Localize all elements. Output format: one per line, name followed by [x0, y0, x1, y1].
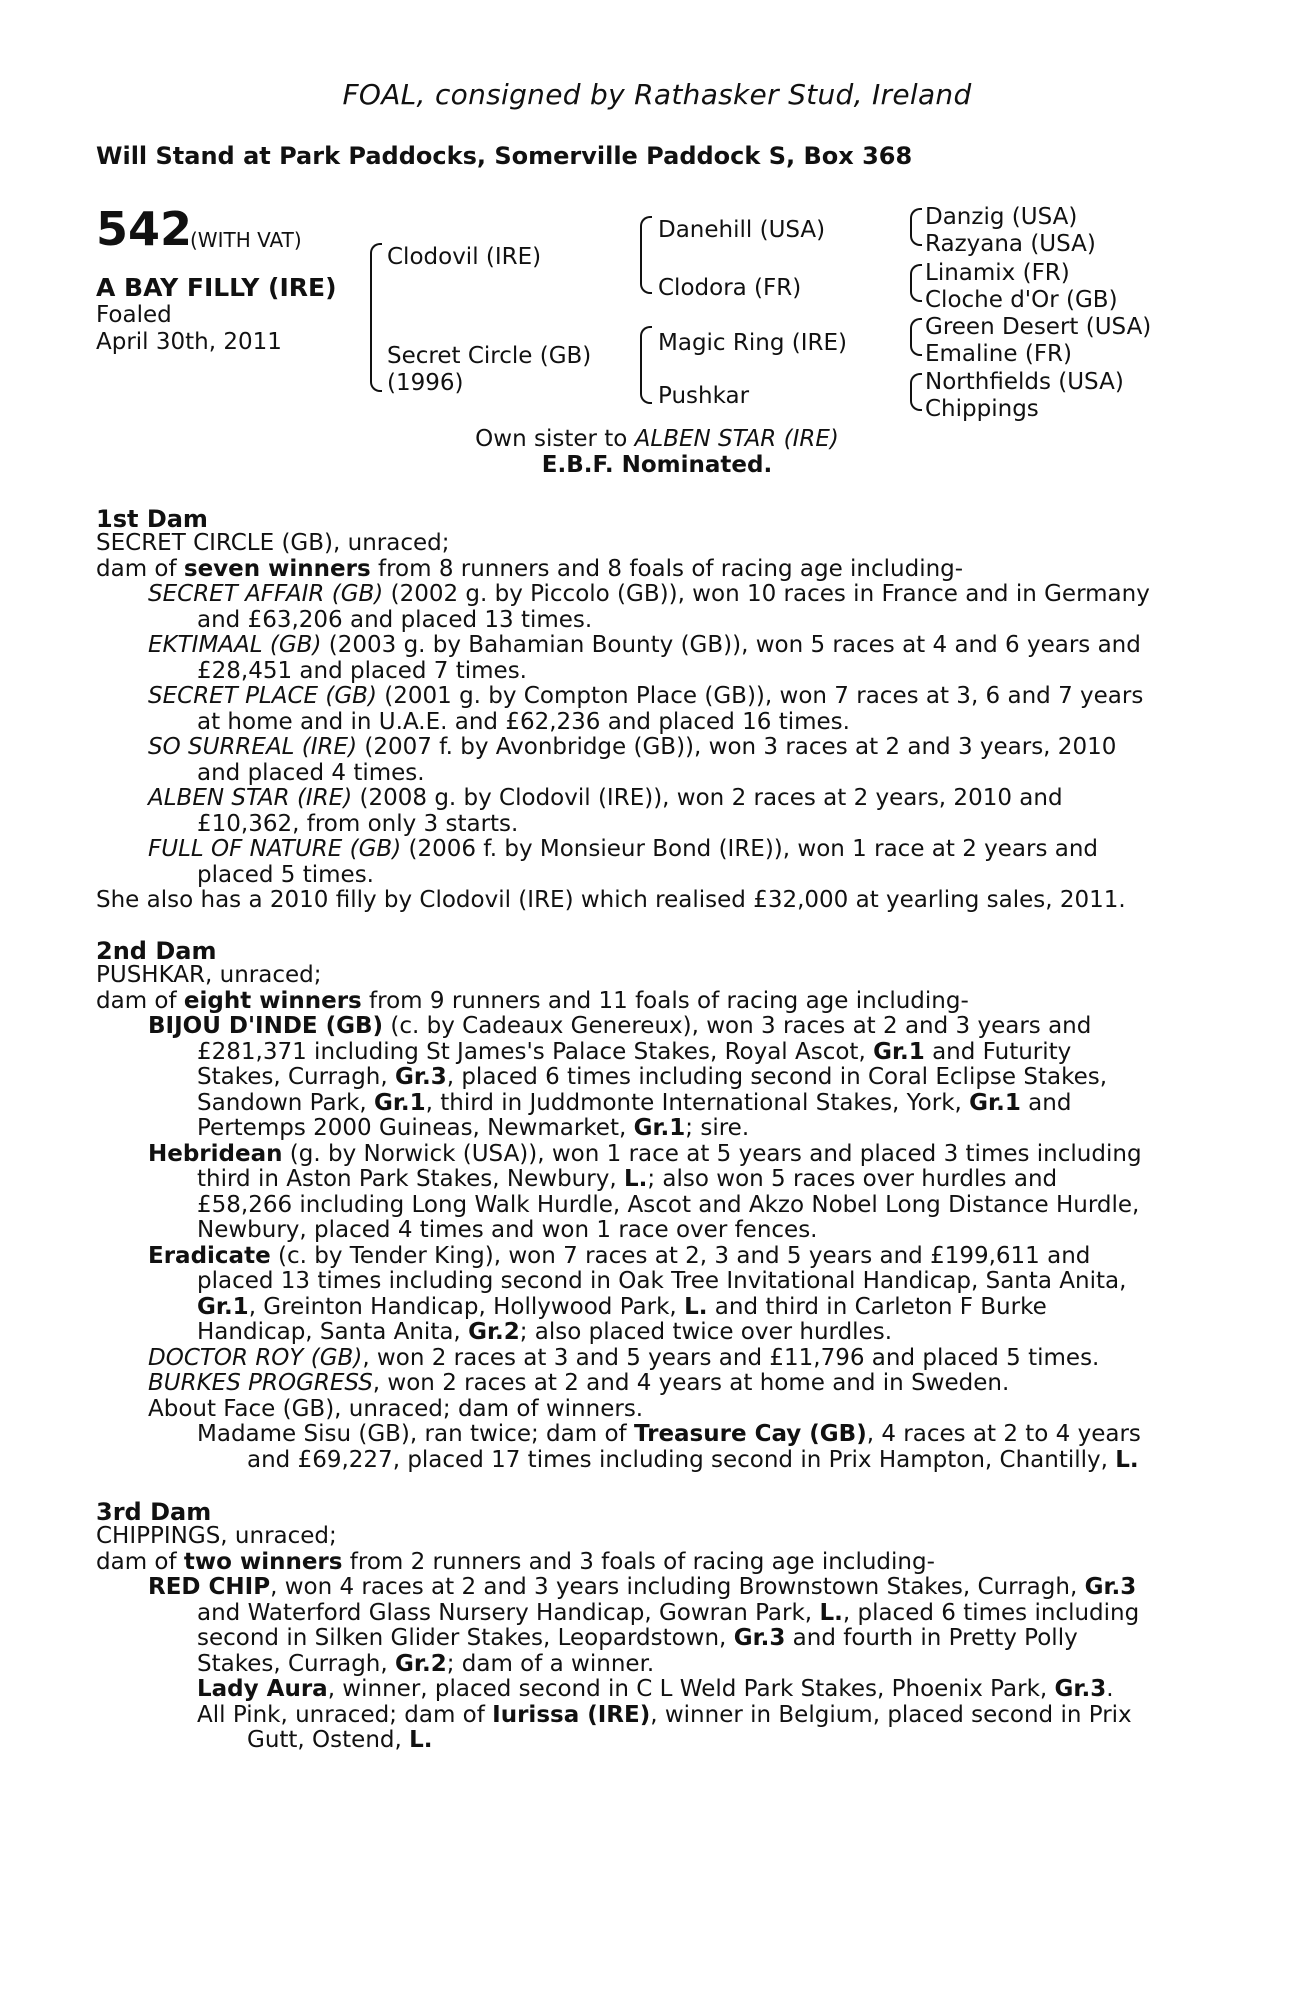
pedigree-g7: Northfields (USA) — [925, 369, 1124, 395]
produce-entry-cont: £58,266 including Long Walk Hurdle, Ascot and Akzo Nobel Long Distance Hurdle, — [197, 1191, 1140, 1218]
pedigree-dam-dam: Pushkar — [658, 383, 750, 409]
pedigree-sire-sire: Danehill (USA) — [658, 217, 826, 243]
grand-produce-cont: and £69,227, placed 17 times including second in Prix Hampton, Chantilly, L. — [247, 1446, 1139, 1473]
lot-number: 542 — [96, 202, 193, 256]
pedigree-brace-g2 — [910, 264, 922, 302]
produce-entry-cont: £10,362, from only 3 starts. — [197, 810, 519, 837]
horse-name: A BAY FILLY (IRE) — [96, 273, 337, 302]
pedigree-g1: Danzig (USA) — [925, 204, 1078, 230]
sister-note: Own sister to ALBEN STAR (IRE) — [475, 426, 839, 452]
grand-produce-cont: Gutt, Ostend, L. — [247, 1727, 433, 1753]
produce-entry-cont: Pertemps 2000 Guineas, Newmarket, Gr.1; sire. — [197, 1115, 750, 1141]
second-dam-produce: dam of eight winners from 9 runners and 11 foals of racing age including- — [96, 987, 969, 1014]
produce-entry-cont: Handicap, Santa Anita, Gr.2; also placed twice over hurdles. — [197, 1319, 893, 1345]
produce-entry: BURKES PROGRESS, won 2 races at 2 and 4 years at home and in Sweden. — [148, 1370, 1010, 1396]
pedigree-brace-sire — [640, 216, 652, 294]
produce-entry: EKTIMAAL (GB) (2003 g. by Bahamian Bounty (GB)), won 5 races at 4 and 6 years and — [148, 632, 1141, 658]
produce-entry: About Face (GB), unraced; dam of winners. — [148, 1395, 644, 1422]
third-dam-produce: dam of two winners from 2 runners and 3 foals of racing age including- — [96, 1548, 935, 1575]
foaled-date: April 30th, 2011 — [96, 329, 282, 355]
third-dam-heading: 3rd Dam — [96, 1498, 212, 1526]
pedigree-brace-g1 — [910, 208, 922, 246]
produce-entry-cont: and placed 4 times. — [197, 759, 425, 786]
pedigree-sire-dam: Clodora (FR) — [658, 275, 802, 301]
consignment-title: FOAL, consigned by Rathasker Stud, Ireland — [342, 78, 972, 111]
grand-produce-entry: Lady Aura, winner, placed second in C L Weld Park Stakes, Phoenix Park, Gr.3. — [197, 1676, 1114, 1702]
grand-produce-entry: Madame Sisu (GB), ran twice; dam of Treasure Cay (GB), 4 races at 2 to 4 years — [197, 1421, 1141, 1447]
pedigree-g3: Linamix (FR) — [925, 260, 1070, 286]
pedigree-brace-g3 — [910, 318, 922, 356]
produce-entry-cont: placed 13 times including second in Oak Tree Invitational Handicap, Santa Anita, — [197, 1268, 1127, 1294]
ebf-nominated: E.B.F. Nominated. — [541, 452, 773, 478]
produce-entry-cont: Gr.1, Greinton Handicap, Hollywood Park, L. and third in Carleton F Burke — [197, 1293, 1047, 1320]
produce-entry: RED CHIP, won 4 races at 2 and 3 years including Brownstown Stakes, Curragh, Gr.3 — [148, 1574, 1137, 1600]
first-dam-heading: 1st Dam — [96, 505, 208, 533]
second-dam-name: PUSHKAR, unraced; — [96, 962, 322, 988]
produce-entry-cont: placed 5 times. — [197, 861, 374, 888]
foaled-label: Foaled — [96, 302, 172, 328]
pedigree-g4: Cloche d'Or (GB) — [925, 287, 1118, 313]
produce-entry-cont: and Waterford Glass Nursery Handicap, Gowran Park, L., placed 6 times including — [197, 1599, 1140, 1626]
first-dam-produce: dam of seven winners from 8 runners and 8 foals of racing age including- — [96, 555, 964, 582]
pedigree-brace-dam — [640, 326, 652, 404]
first-dam-also: She also has a 2010 filly by Clodovil (IRE) which realised £32,000 at yearling sales, 2011. — [96, 887, 1126, 913]
produce-entry: BIJOU D'INDE (GB) (c. by Cadeaux Genereux), won 3 races at 2 and 3 years and — [148, 1013, 1092, 1039]
produce-entry-cont: Stakes, Curragh, Gr.2; dam of a winner. — [197, 1650, 655, 1677]
pedigree-dam: Secret Circle (GB) — [387, 343, 592, 369]
produce-entry: Eradicate (c. by Tender King), won 7 races at 2, 3 and 5 years and £199,611 and — [148, 1242, 1091, 1269]
produce-entry-cont: £28,451 and placed 7 times. — [197, 657, 527, 684]
pedigree-g5: Green Desert (USA) — [925, 314, 1152, 340]
produce-entry: ALBEN STAR (IRE) (2008 g. by Clodovil (IRE)), won 2 races at 2 years, 2010 and — [148, 785, 1063, 811]
vat-label: (WITH VAT) — [190, 228, 302, 252]
produce-entry-cont: at home and in U.A.E. and £62,236 and placed 16 times. — [197, 708, 850, 735]
grand-produce-entry: All Pink, unraced; dam of Iurissa (IRE), winner in Belgium, placed second in Prix — [197, 1701, 1132, 1728]
pedigree-g8: Chippings — [925, 396, 1039, 422]
pedigree-sire: Clodovil (IRE) — [387, 244, 542, 270]
produce-entry-cont: second in Silken Glider Stakes, Leopardstown, Gr.3 and fourth in Pretty Polly — [197, 1625, 1078, 1651]
produce-entry-cont: £281,371 including St James's Palace Stakes, Royal Ascot, Gr.1 and Futurity — [197, 1038, 1072, 1065]
second-dam-block — [96, 963, 1200, 1473]
produce-entry-cont: Newbury, placed 4 times and won 1 race over fences. — [197, 1217, 818, 1243]
produce-entry: FULL OF NATURE (GB) (2006 f. by Monsieur Bond (IRE)), won 1 race at 2 years and — [148, 836, 1099, 862]
produce-entry: SECRET AFFAIR (GB) (2002 g. by Piccolo (GB)), won 10 races in France and in Germany — [148, 581, 1150, 607]
pedigree-g2: Razyana (USA) — [925, 231, 1096, 257]
third-dam-name: CHIPPINGS, unraced; — [96, 1523, 337, 1549]
produce-entry: Hebridean (g. by Norwick (USA)), won 1 race at 5 years and placed 3 times including — [148, 1140, 1142, 1167]
produce-entry-cont: Stakes, Curragh, Gr.3, placed 6 times including second in Coral Eclipse Stakes, — [197, 1064, 1108, 1090]
first-dam-block — [96, 531, 1200, 914]
produce-entry-cont: and £63,206 and placed 13 times. — [197, 606, 593, 633]
produce-entry: SO SURREAL (IRE) (2007 f. by Avonbridge (GB)), won 3 races at 2 and 3 years, 2010 — [148, 734, 1117, 760]
produce-entry: DOCTOR ROY (GB), won 2 races at 3 and 5 years and £11,796 and placed 5 times. — [148, 1344, 1100, 1371]
stand-location: Will Stand at Park Paddocks, Somerville Paddock S, Box 368 — [96, 142, 913, 170]
second-dam-heading: 2nd Dam — [96, 937, 217, 965]
pedigree-dam-sire: Magic Ring (IRE) — [658, 330, 847, 356]
first-dam-name: SECRET CIRCLE (GB), unraced; — [96, 530, 450, 556]
produce-entry: SECRET PLACE (GB) (2001 g. by Compton Place (GB)), won 7 races at 3, 6 and 7 years — [148, 683, 1144, 709]
pedigree-dam-year: (1996) — [387, 370, 464, 396]
pedigree-brace-g4 — [910, 373, 922, 411]
pedigree-brace-main — [370, 243, 382, 392]
produce-entry-cont: third in Aston Park Stakes, Newbury, L.; also won 5 races over hurdles and — [197, 1166, 1058, 1192]
third-dam-block — [96, 1524, 1200, 1754]
produce-entry-cont: Sandown Park, Gr.1, third in Juddmonte International Stakes, York, Gr.1 and — [197, 1089, 1072, 1116]
pedigree-g6: Emaline (FR) — [925, 341, 1073, 367]
